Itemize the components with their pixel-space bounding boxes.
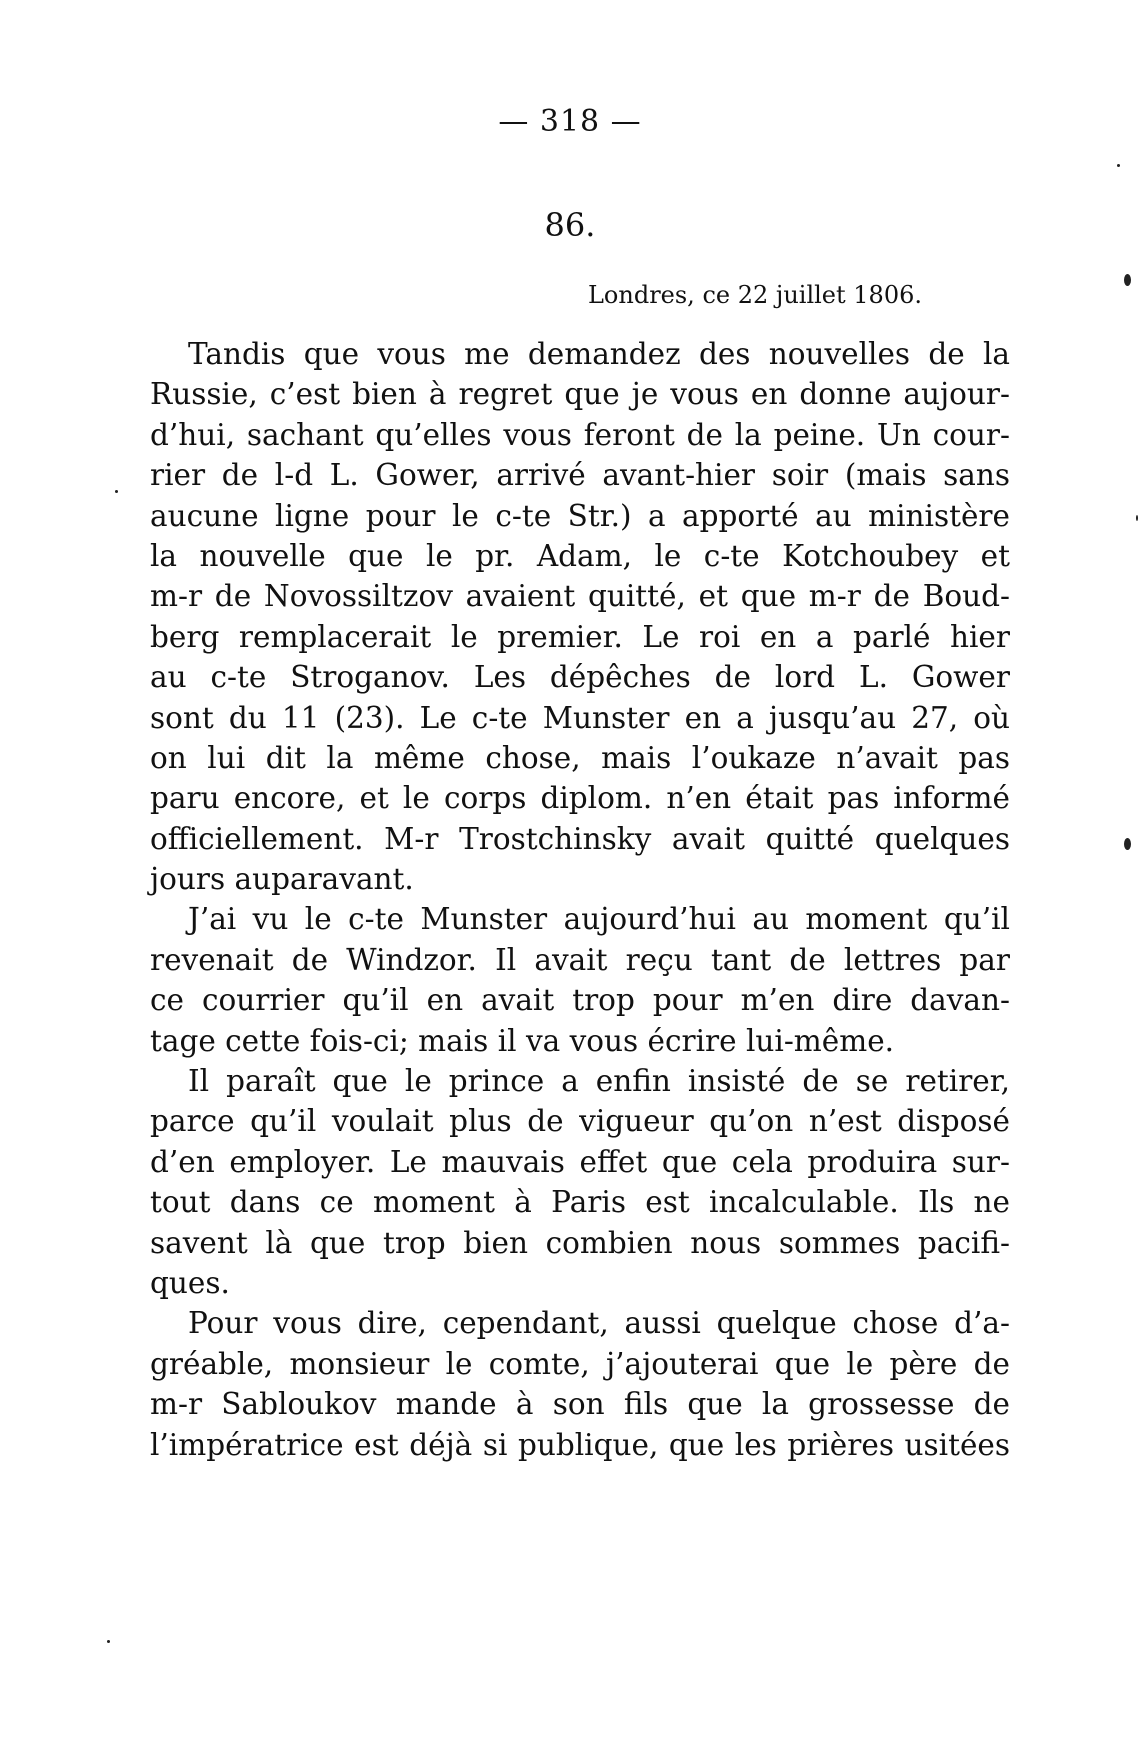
text-line: au c-te Stroganov. Les dépêches de lord L. Gower	[150, 660, 1010, 695]
page-number: — 318 —	[498, 104, 642, 139]
text-line: officiellement. M-r Trostchinsky avait quitté quelques	[150, 821, 1010, 856]
scan-speck	[1117, 164, 1120, 167]
text-line: savent là que trop bien combien nous sommes pacifi-	[150, 1225, 1010, 1260]
text-line: d’en employer. Le mauvais effet que cela produira sur-	[150, 1144, 1010, 1179]
text-line: m-r Sabloukov mande à son fils que la grossesse de	[150, 1387, 1010, 1422]
text-line: tage cette fois-ci; mais il va vous écrire lui-même.	[150, 1023, 895, 1058]
letter-body	[150, 334, 1010, 1465]
text-line: berg remplacerait le premier. Le roi en a parlé hier	[150, 619, 1010, 654]
text-line: ce courrier qu’il en avait trop pour m’en dire davan-	[150, 983, 1010, 1018]
scan-speck	[1136, 515, 1138, 521]
text-line: l’impératrice est déjà si publique, que les prières usitées	[150, 1427, 1010, 1462]
dateline: Londres, ce 22 juillet 1806.	[587, 281, 922, 309]
text-line: J’ai vu le c-te Munster aujourd’hui au moment qu’il	[188, 902, 1010, 937]
scan-speck	[115, 490, 118, 493]
text-line: Russie, c’est bien à regret que je vous en donne aujour-	[150, 377, 1010, 412]
text-line: paru encore, et le corps diplom. n’en était pas informé	[150, 781, 1010, 816]
text-line: tout dans ce moment à Paris est incalculable. Ils ne	[150, 1185, 1010, 1220]
text-line: jours auparavant.	[150, 862, 414, 897]
text-line: m-r de Novossiltzov avaient quitté, et que m-r de Boud-	[150, 579, 1010, 614]
text-line: la nouvelle que le pr. Adam, le c-te Kotchoubey et	[150, 538, 1010, 573]
scan-speck	[107, 1640, 110, 1643]
text-line: d’hui, sachant qu’elles vous feront de la peine. Un cour-	[150, 417, 1010, 452]
letter-number: 86.	[544, 206, 596, 244]
text-line: revenait de Windzor. Il avait reçu tant de lettres par	[150, 942, 1010, 977]
text-line: gréable, monsieur le comte, j’ajouterai que le père de	[150, 1346, 1010, 1381]
scan-speck	[1124, 274, 1131, 286]
text-line: rier de l-d L. Gower, arrivé avant-hier soir (mais sans	[150, 458, 1010, 493]
text-line: Il paraît que le prince a enfin insisté de se retirer,	[188, 1064, 1010, 1099]
text-line: on lui dit la même chose, mais l’oukaze n’avait pas	[150, 740, 1010, 775]
text-line: parce qu’il voulait plus de vigueur qu’on n’est disposé	[150, 1104, 1010, 1139]
text-line: sont du 11 (23). Le c-te Munster en a jusqu’au 27, où	[150, 700, 1010, 735]
text-line: ques.	[150, 1265, 230, 1300]
text-line: Tandis que vous me demandez des nouvelles de la	[188, 337, 1010, 371]
text-line: Pour vous dire, cependant, aussi quelque chose d’a-	[188, 1306, 1010, 1341]
scan-speck	[1124, 838, 1131, 850]
text-line: aucune ligne pour le c-te Str.) a apporté au ministère	[150, 498, 1010, 533]
